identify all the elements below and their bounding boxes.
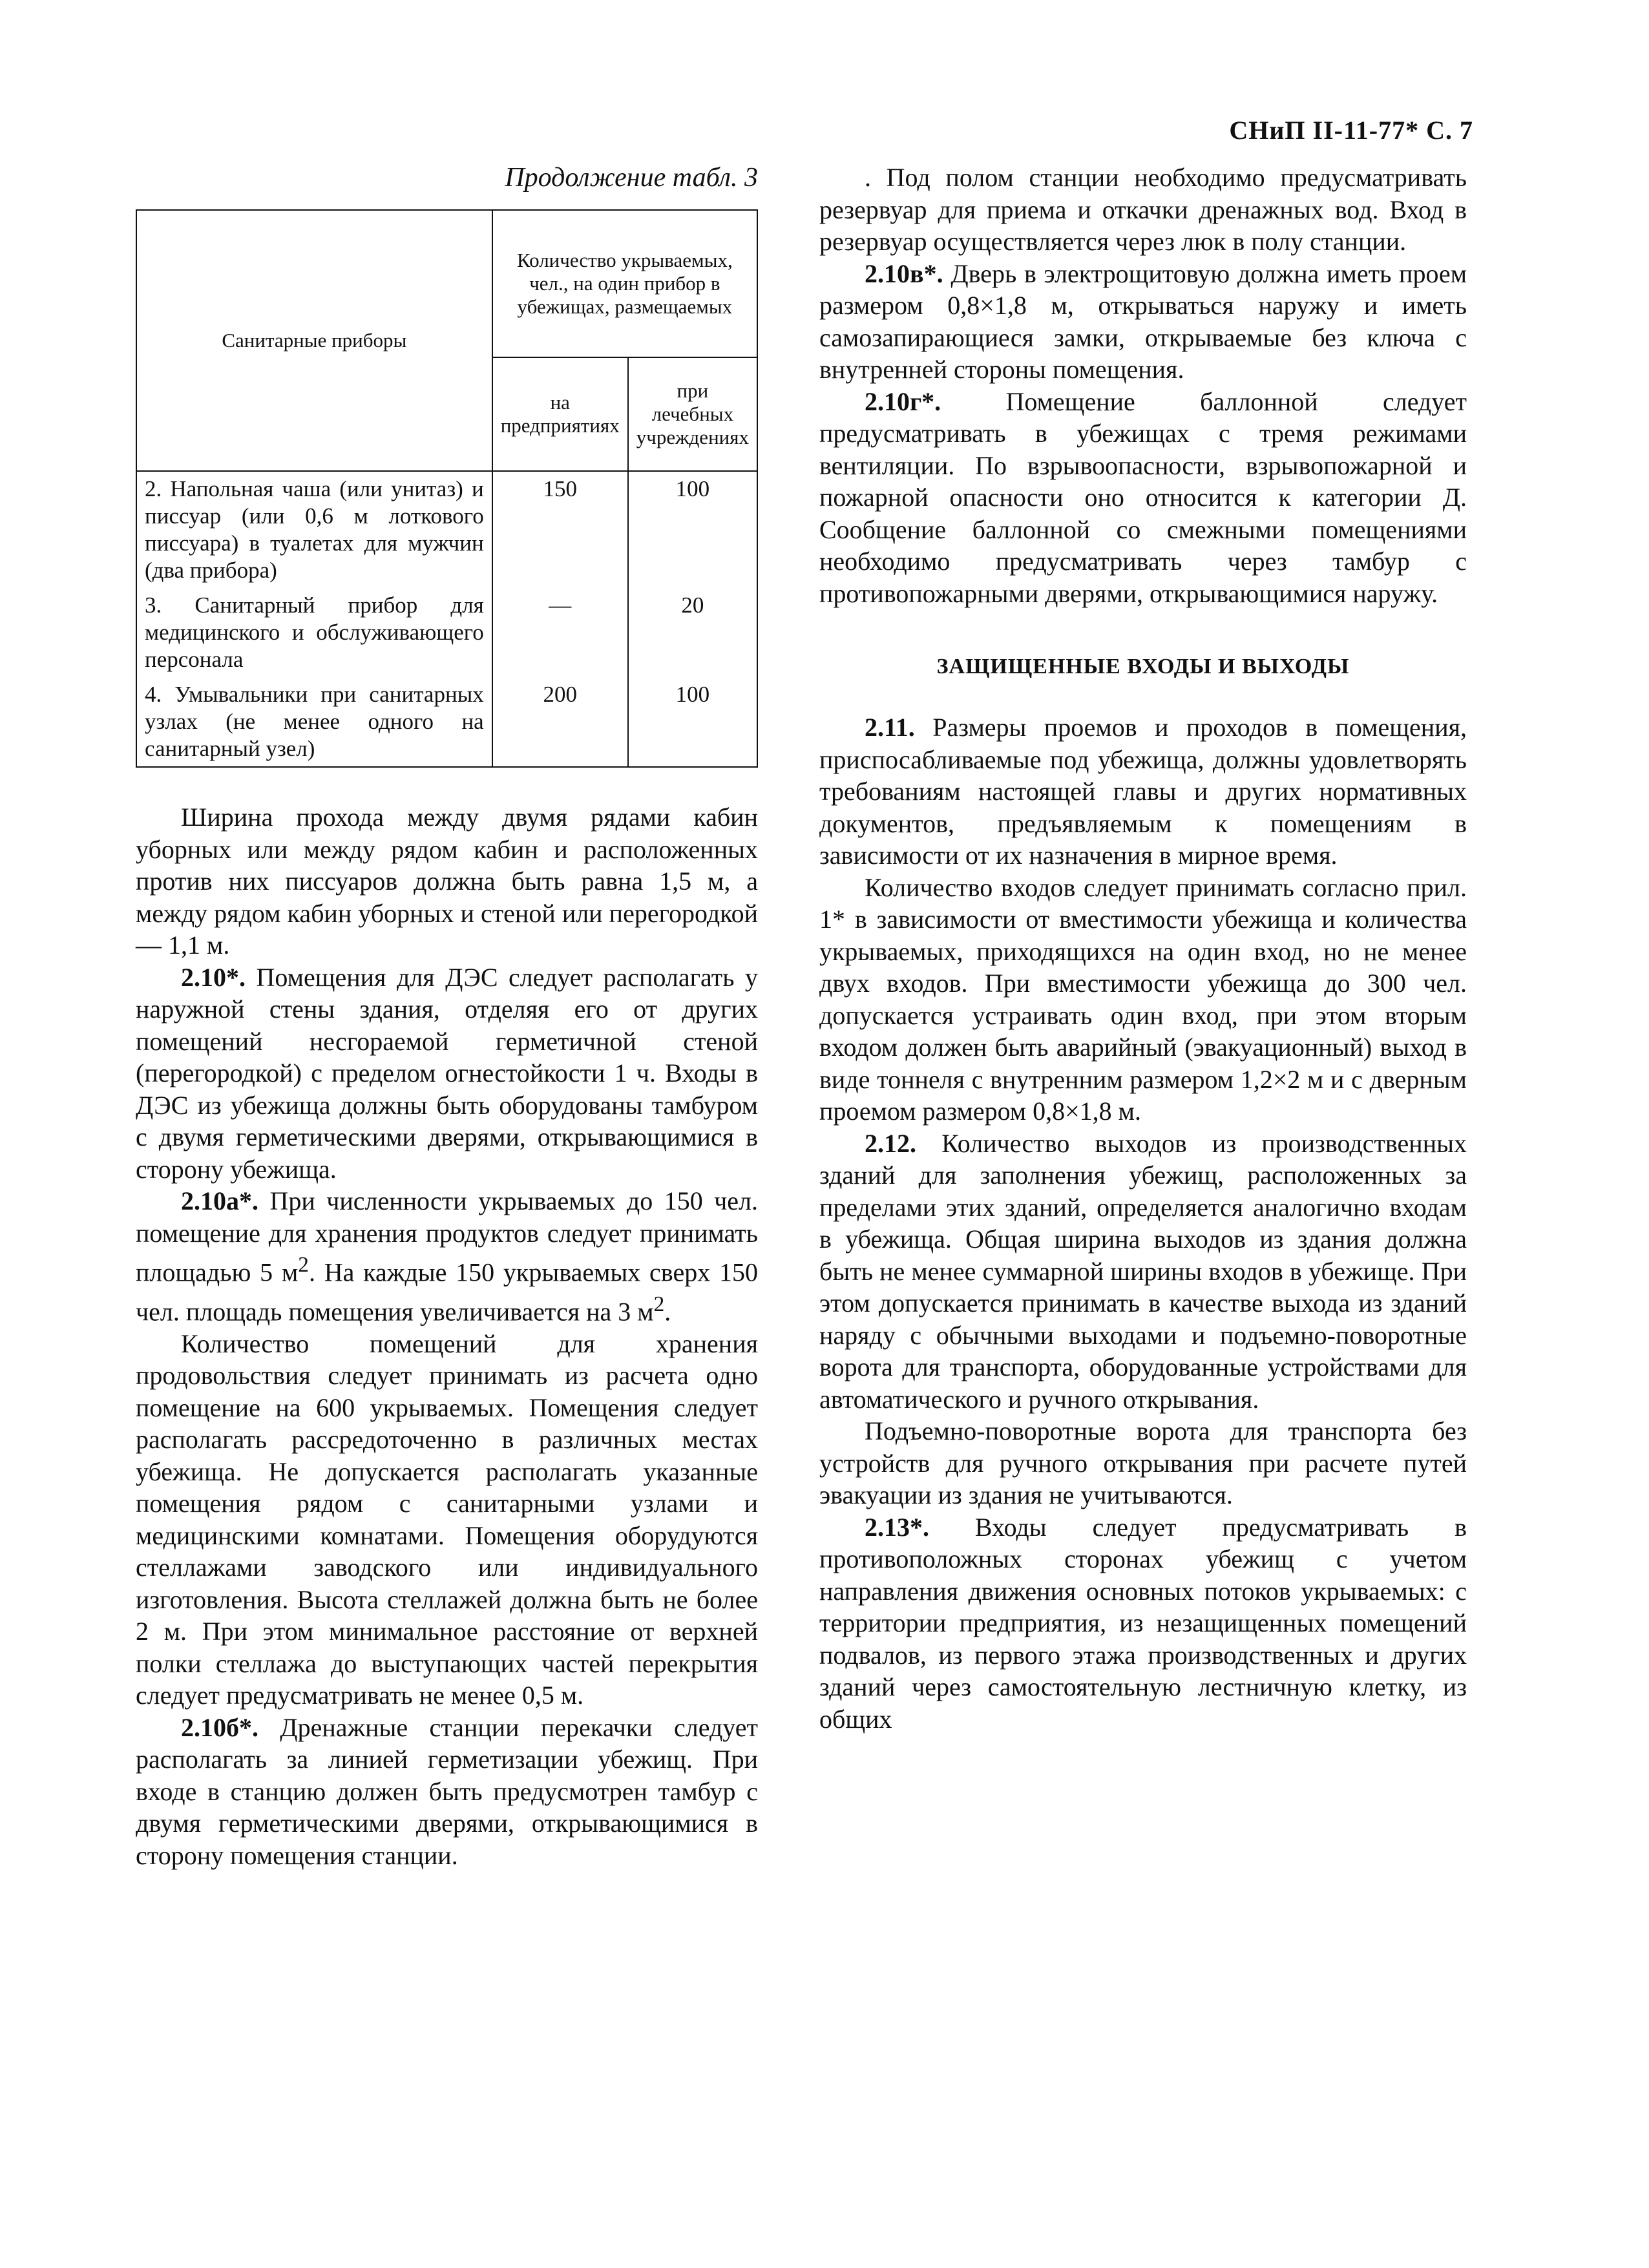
row-medical: 100 — [628, 677, 757, 767]
paragraph — [819, 711, 1467, 872]
superscript: 2 — [653, 1292, 665, 1316]
clause-number: 2.11. — [865, 713, 915, 742]
row-enterprise: — — [492, 588, 628, 677]
sanitary-devices-table — [136, 209, 758, 768]
paragraph — [819, 1511, 1467, 1736]
clause-number: 2.12. — [865, 1128, 916, 1158]
right-column — [819, 162, 1467, 1735]
paragraph — [136, 1712, 758, 1872]
left-column — [136, 162, 758, 1871]
paragraph: Количество входов следует принимать согласно прил. 1* в зависимости от вместимости убежища и количества укрываемых, приходящихся на один вход, но не менее двух входов. При вместимости убежища до 300 чел. допускается устраивать один вход, при этом вторым входом должен быть аварийный (эвакуационный) выход в виде тоннеля с внутренним размером 1,2×2 м и с дверным проемом размером 0,8×1,8 м. — [819, 872, 1467, 1126]
paragraph: Ширина прохода между двумя рядами кабин уборных или между рядом кабин и расположенных против них писсуаров должна быть равна 1,5 м, а между рядом кабин уборных и стеной или перегородкой — 1,1 м. — [136, 803, 758, 960]
clause-text: . На каждые 150 укрываемых сверх 150 чел. площадь помещения увеличивается на 3 м — [136, 1257, 758, 1327]
table-row — [136, 677, 757, 767]
paragraph — [136, 1185, 758, 1328]
clause-number: 2.10а*. — [181, 1186, 258, 1215]
clause-text: Дренажные станции перекачки следует располагать за линией герметизации убежищ. При входе в станцию должен быть предусмотрен тамбур с двумя герметическими дверями, открывающимися в сторону помещения станции. — [136, 1712, 758, 1870]
row-medical: 20 — [628, 588, 757, 677]
paragraph — [819, 258, 1467, 386]
table-caption: Продолжение табл. 3 — [505, 163, 758, 193]
clause-text: Размеры проемов и проходов в помещения, приспосабливаемые под убежища, должны удовлетворять требованиям настоящей главы и других нормативных документов, предъявляемым к помещениям в зависимости от их назначения в мирное время. — [819, 713, 1467, 870]
clause-number: 2.10*. — [181, 962, 246, 992]
clause-text: . — [664, 1297, 671, 1327]
section-title: ЗАЩИЩЕННЫЕ ВХОДЫ И ВЫХОДЫ — [936, 655, 1350, 678]
clause-text: При численности укрываемых до 150 чел. помещение для хранения продуктов следует принимать площадью 5 м — [136, 1186, 758, 1287]
header-enterprise: на предприятиях — [492, 357, 628, 471]
clause-number: 2.10б*. — [181, 1712, 258, 1742]
clause-number: 2.10в*. — [865, 258, 943, 288]
row-enterprise: 200 — [492, 677, 628, 767]
clause-number: 2.10г*. — [865, 386, 941, 416]
running-head: СНиП II-11-77* С. 7 — [1229, 116, 1473, 145]
header-device: Санитарные приборы — [136, 210, 492, 471]
clause-text: Входы следует предусматривать в противоположных сторонах убежищ с учетом направления движения основных потоков укрываемых: с территории предприятия, из незащищенных помещений подвалов, из первого этажа производственных и других зданий через самостоятельную лестничную клетку, из общих — [819, 1512, 1467, 1734]
header-group: Количество укрываемых, чел., на один прибор в убежищах, размещаемых — [492, 210, 757, 357]
paragraph: Количество помещений для хранения продовольствия следует принимать из расчета одно помещение на 600 укрываемых. Помещения следует располагать рассредоточенно в различных местах убежища. Не допускается располагать указанные помещения рядом с санитарными узлами и медицинскими комнатами. Помещения оборудуются стеллажами заводского или индивидуального изготовления. Высота стеллажей должна быть не более 2 м. При этом минимальное расстояние от верхней полки стеллажа до выступающих частей перекрытия следует предусматривать не менее 0,5 м. — [136, 1328, 758, 1710]
row-name: 3. Санитарный прибор для медицинского и обслуживающего персонала — [136, 588, 492, 677]
paragraph: Подъемно-поворотные ворота для транспорта без устройств для ручного открывания при расчете путей эвакуации из здания не учитываются. — [819, 1416, 1467, 1509]
paragraph — [819, 386, 1467, 610]
row-name: 4. Умывальники при санитарных узлах (не менее одного на санитарный узел) — [136, 677, 492, 767]
header-medical: при лечебных учреждениях — [628, 357, 757, 471]
paragraph — [819, 1128, 1467, 1416]
clause-text: Дверь в электрощитовую должна иметь проем размером 0,8×1,8 м, открываться наружу и иметь самозапирающиеся замки, открываемые без ключа с внутренней стороны помещения. — [819, 258, 1467, 384]
row-medical: 100 — [628, 471, 757, 588]
clause-text: Помещения для ДЭС следует располагать у наружной стены здания, отделяя его от других помещений несгораемой герметичной стеной (перегородкой) с пределом огнестойкости 1 ч. Входы в ДЭС из убежища должны быть оборудованы тамбуром с двумя герметическими дверями, открывающимися в сторону убежища. — [136, 962, 758, 1184]
clause-number: 2.13*. — [865, 1512, 929, 1542]
superscript: 2 — [298, 1253, 309, 1277]
table-row — [136, 471, 757, 588]
table-row — [136, 588, 757, 677]
paragraph — [136, 961, 758, 1186]
row-name: 2. Напольная чаша (или унитаз) и писсуар (или 0,6 м лоткового писсуара) в туалетах для мужчин (два прибора) — [136, 471, 492, 588]
paragraph: . Под полом станции необходимо предусматривать резервуар для приема и откачки дренажных вод. Вход в резервуар осуществляется через люк в полу станции. — [819, 163, 1467, 256]
clause-text: Помещение баллонной следует предусматривать в убежищах с тремя режимами вентиляции. По взрывоопасности, взрывопожарной и пожарной опасности оно относится к категории Д. Сообщение баллонной со смежными помещениями необходимо предусматривать через тамбур с противопожарными дверями, открывающимися наружу. — [819, 386, 1467, 608]
row-enterprise: 150 — [492, 471, 628, 588]
clause-text: Количество выходов из производственных зданий для заполнения убежищ, расположенных за пределами этих зданий, определяется аналогично входам в убежища. Общая ширина выходов из здания должна быть не менее суммарной ширины входов в убежище. При этом допускается принимать в качестве выхода из зданий наряду с обычными выходами и подъемно-поворотные ворота для транспорта, оборудованные устройствами для автоматического и ручного открывания. — [819, 1128, 1467, 1414]
